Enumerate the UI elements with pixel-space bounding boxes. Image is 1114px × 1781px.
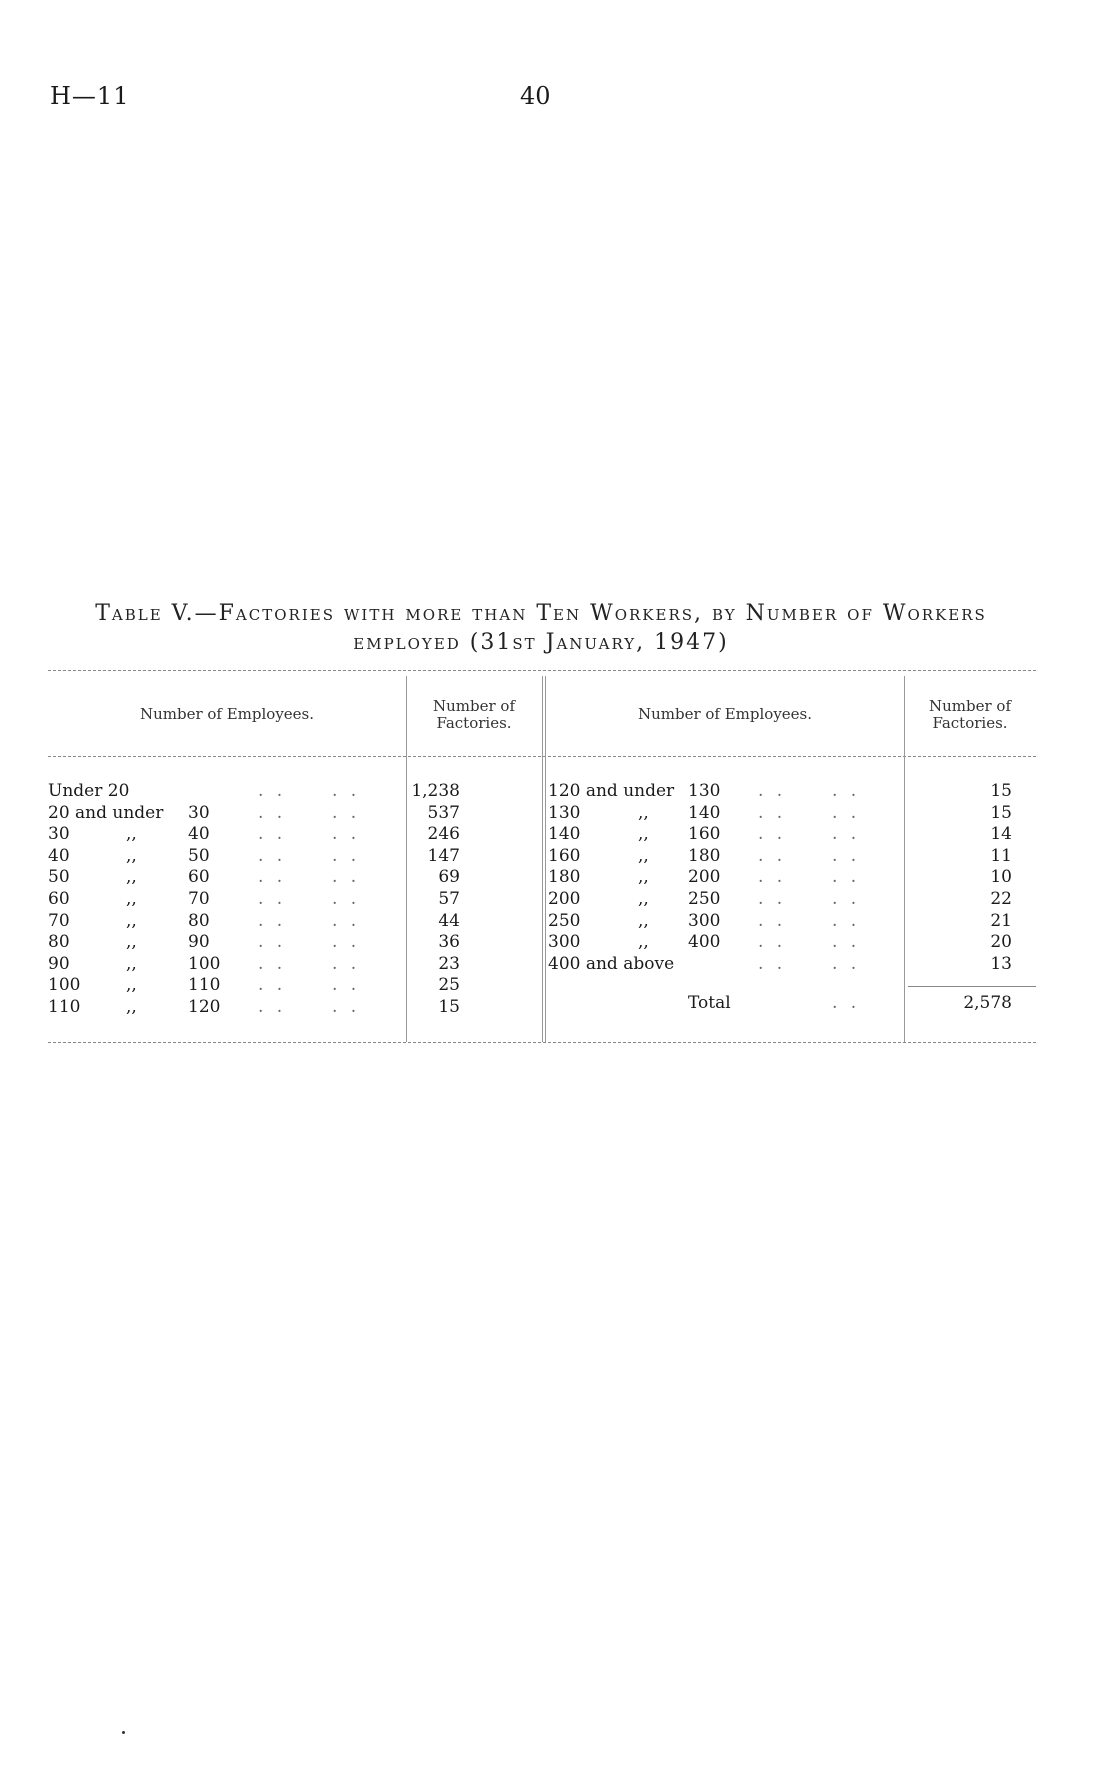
leader-dots: . . <box>258 889 287 909</box>
employees-from: 100 <box>48 975 81 996</box>
header-right-employees: Number of Employees. <box>637 705 813 723</box>
table-row <box>548 802 1036 824</box>
leader-dots: . . <box>832 845 861 866</box>
leader-dots: . . <box>258 802 287 823</box>
employees-to: 80 <box>188 910 210 931</box>
table-row <box>548 823 1036 845</box>
leader-dots: . . <box>332 910 361 931</box>
ditto-mark: ,, <box>126 932 137 953</box>
leader-dots: . . <box>758 845 787 866</box>
employees-to: 70 <box>188 889 210 909</box>
leader-dots: . . <box>258 953 287 974</box>
leader-dots: . . <box>832 910 861 931</box>
table-row <box>48 996 536 1018</box>
factory-count: 11 <box>990 845 1012 866</box>
table-row <box>48 974 536 996</box>
factory-count: 10 <box>990 867 1012 888</box>
employees-from: 180 <box>548 867 581 888</box>
ditto-mark: ,, <box>126 867 137 888</box>
ditto-mark: ,, <box>126 953 137 974</box>
table-row <box>48 866 536 888</box>
factories-table <box>48 670 1036 1044</box>
leader-dots: . . <box>258 867 287 888</box>
leader-dots: . . <box>258 824 287 845</box>
leader-dots: . . <box>832 932 861 953</box>
table-row <box>548 845 1036 867</box>
divider-middle <box>542 676 543 1042</box>
leader-dots: . . <box>832 953 861 974</box>
employees-from: 30 <box>48 824 70 845</box>
employees-to: 180 <box>688 845 721 866</box>
header-left-factories-line1: Number of <box>432 697 515 715</box>
leader-dots: . . <box>758 802 787 823</box>
leader-dots: . . <box>258 781 287 801</box>
employees-from: 300 <box>548 932 581 953</box>
leader-dots: . . <box>758 824 787 845</box>
table-row <box>48 910 536 932</box>
leader-dots: . . <box>758 867 787 888</box>
page-reference: H—11 <box>50 82 130 110</box>
employees-from: 80 <box>48 932 70 953</box>
leader-dots: . . <box>332 975 361 996</box>
leader-dots: . . <box>332 781 361 801</box>
employees-to: 130 <box>688 781 721 801</box>
employees-from: 160 <box>548 845 581 866</box>
leader-dots: . . <box>758 910 787 931</box>
factory-count: 69 <box>438 867 460 888</box>
factory-count: 36 <box>438 932 460 953</box>
leader-dots: . . <box>758 889 787 909</box>
ditto-mark: ,, <box>638 802 649 823</box>
factory-count: 15 <box>990 802 1012 823</box>
employees-from: 110 <box>48 997 81 1017</box>
employees-from: 90 <box>48 953 70 974</box>
header-right-factories-line2: Factories. <box>932 714 1008 732</box>
leader-dots: . . <box>832 802 861 823</box>
total-label: Total <box>688 993 731 1013</box>
employees-from: 50 <box>48 867 70 888</box>
employees-from: 40 <box>48 845 70 866</box>
factory-count: 15 <box>438 997 460 1017</box>
ditto-mark: ,, <box>126 910 137 931</box>
table-caption <box>46 599 1036 657</box>
header-right-factories-line1: Number of <box>928 697 1011 715</box>
factory-count: 57 <box>438 889 460 909</box>
leader-dots: . . <box>832 867 861 888</box>
divider-middle-double <box>545 676 546 1042</box>
employees-to: 100 <box>188 953 221 974</box>
leader-dots: . . <box>758 932 787 953</box>
total-row <box>548 992 1036 1014</box>
total-leader: . . <box>832 993 861 1013</box>
leader-dots: . . <box>258 910 287 931</box>
employees-from: 60 <box>48 889 70 909</box>
factory-count: 44 <box>438 910 460 931</box>
leader-dots: . . <box>258 845 287 866</box>
table-row <box>548 931 1036 953</box>
employees-to: 160 <box>688 824 721 845</box>
employees-from: 400 and above <box>548 953 675 974</box>
leader-dots: . . <box>332 867 361 888</box>
employees-to: 120 <box>188 997 221 1017</box>
factory-count: 13 <box>990 953 1012 974</box>
employees-from: 130 <box>548 802 581 823</box>
header-left-factories <box>406 698 542 732</box>
header-right-factories <box>904 698 1036 732</box>
ditto-mark: ,, <box>126 824 137 845</box>
employees-to: 50 <box>188 845 210 866</box>
leader-dots: . . <box>258 975 287 996</box>
factory-count: 246 <box>427 824 460 845</box>
table-top-rule <box>48 670 1036 671</box>
employees-to: 40 <box>188 824 210 845</box>
table-row <box>48 780 536 802</box>
table-row <box>48 802 536 824</box>
factory-count: 21 <box>990 910 1012 931</box>
employees-to: 300 <box>688 910 721 931</box>
page-mark <box>122 1731 125 1734</box>
employees-to: 90 <box>188 932 210 953</box>
leader-dots: . . <box>758 781 787 801</box>
employees-to: 200 <box>688 867 721 888</box>
table-row <box>548 910 1036 932</box>
employees-to: 30 <box>188 802 210 823</box>
ditto-mark: ,, <box>638 867 649 888</box>
ditto-mark: ,, <box>638 889 649 909</box>
leader-dots: . . <box>832 889 861 909</box>
table-bottom-rule <box>48 1042 1036 1043</box>
leader-dots: . . <box>332 889 361 909</box>
table-row <box>48 845 536 867</box>
employees-from: 70 <box>48 910 70 931</box>
employees-to: 400 <box>688 932 721 953</box>
employees-from: 120 and under <box>548 781 675 801</box>
table-row <box>48 888 536 910</box>
table-row <box>548 866 1036 888</box>
table-row <box>48 823 536 845</box>
ditto-mark: ,, <box>638 824 649 845</box>
leader-dots: . . <box>258 932 287 953</box>
ditto-mark: ,, <box>126 975 137 996</box>
leader-dots: . . <box>332 932 361 953</box>
leader-dots: . . <box>832 824 861 845</box>
leader-dots: . . <box>332 845 361 866</box>
factory-count: 22 <box>990 889 1012 909</box>
leader-dots: . . <box>332 953 361 974</box>
factory-count: 20 <box>990 932 1012 953</box>
page-number: 40 <box>520 82 551 110</box>
table-row <box>548 888 1036 910</box>
employees-from: 140 <box>548 824 581 845</box>
factory-count: 25 <box>438 975 460 996</box>
employees-from: 20 and under <box>48 802 164 823</box>
table-row <box>48 931 536 953</box>
table-row <box>548 780 1036 802</box>
ditto-mark: ,, <box>126 889 137 909</box>
table-row <box>548 953 1036 975</box>
employees-to: 250 <box>688 889 721 909</box>
total-rule <box>908 986 1036 987</box>
ditto-mark: ,, <box>126 997 137 1017</box>
employees-from: 200 <box>548 889 581 909</box>
ditto-mark: ,, <box>638 910 649 931</box>
leader-dots: . . <box>758 953 787 974</box>
leader-dots: . . <box>332 824 361 845</box>
leader-dots: . . <box>832 781 861 801</box>
factory-count: 147 <box>427 845 460 866</box>
factory-count: 23 <box>438 953 460 974</box>
factory-count: 15 <box>990 781 1012 801</box>
employees-to: 60 <box>188 867 210 888</box>
caption-line-2: employed (31st January, 1947) <box>353 630 729 655</box>
caption-line-1: Table V.—Factories with more than Ten Workers, by Number of Workers <box>95 601 987 626</box>
employees-to: 110 <box>188 975 221 996</box>
factory-count: 1,238 <box>411 781 460 801</box>
ditto-mark: ,, <box>126 845 137 866</box>
employees-to: 140 <box>688 802 721 823</box>
ditto-mark: ,, <box>638 845 649 866</box>
factory-count: 14 <box>990 824 1012 845</box>
header-left-factories-line2: Factories. <box>436 714 512 732</box>
leader-dots: . . <box>332 997 361 1017</box>
factory-count: 537 <box>427 802 460 823</box>
table-row <box>48 953 536 975</box>
total-value: 2,578 <box>963 993 1012 1013</box>
employees-from: Under 20 <box>48 781 130 801</box>
employees-from: 250 <box>548 910 581 931</box>
leader-dots: . . <box>258 997 287 1017</box>
header-left-employees: Number of Employees. <box>139 705 315 723</box>
leader-dots: . . <box>332 802 361 823</box>
ditto-mark: ,, <box>638 932 649 953</box>
